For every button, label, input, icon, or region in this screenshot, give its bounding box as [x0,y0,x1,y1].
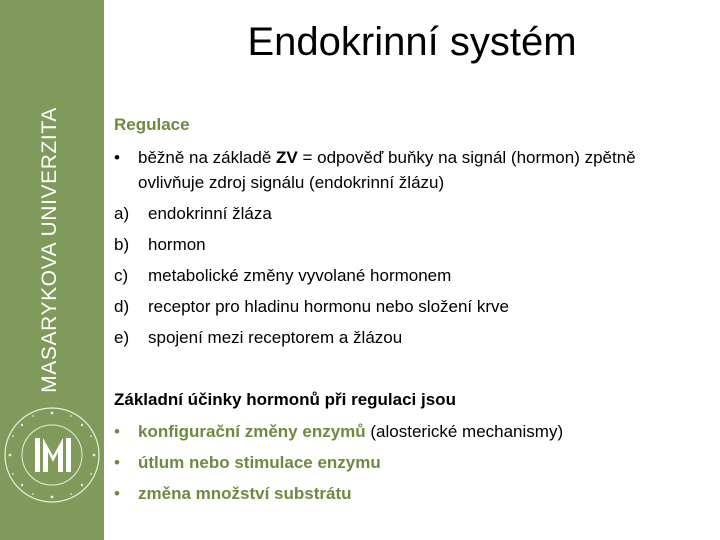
university-seal-icon [1,404,103,506]
bullet-text-pre: běžně na základě [138,148,276,167]
list-item: hormon [148,235,206,254]
bullet-text-rest: = odpověď buňky na signál (hormon) zpětně [297,148,636,167]
effect-bullet: • [114,453,120,472]
effect-highlight: útlum nebo stimulace enzymu [138,453,381,472]
list-item: receptor pro hladinu hormonu nebo složení krve [148,297,509,316]
list-item: endokrinní žláza [148,204,272,223]
effect-highlight: konfigurační změny enzymů [138,422,366,441]
sidebar [0,0,104,540]
university-name: MASARYKOVA UNIVERZITA [38,107,61,393]
effects-heading: Základní účinky hormonů při regulaci jsou [114,390,456,409]
list-item: metabolické změny vyvolané hormonem [148,266,452,285]
list-marker: b) [114,235,130,254]
effect-item [138,484,352,504]
bullet-text-bold: ZV [276,148,298,167]
slide-title: Endokrinní systém [247,20,577,64]
section-heading: Regulace [114,115,190,134]
effect-rest: (alosterické mechanismy) [365,422,564,441]
effect-bullet: • [114,422,120,441]
bullet-line-2: ovlivňuje zdroj signálu (endokrinní žlázu) [138,173,445,192]
list-marker: c) [114,266,129,285]
bullet-line-1 [138,145,636,170]
bullet-marker: • [114,148,120,167]
list-marker: d) [114,297,130,316]
list-marker: a) [114,204,130,223]
effect-bullet: • [114,484,120,503]
list-marker: e) [114,328,130,347]
effect-highlight: změna množství substrátu [138,484,352,503]
list-item: spojení mezi receptorem a žlázou [148,328,403,347]
effect-item [138,422,563,442]
effect-item [138,453,381,473]
